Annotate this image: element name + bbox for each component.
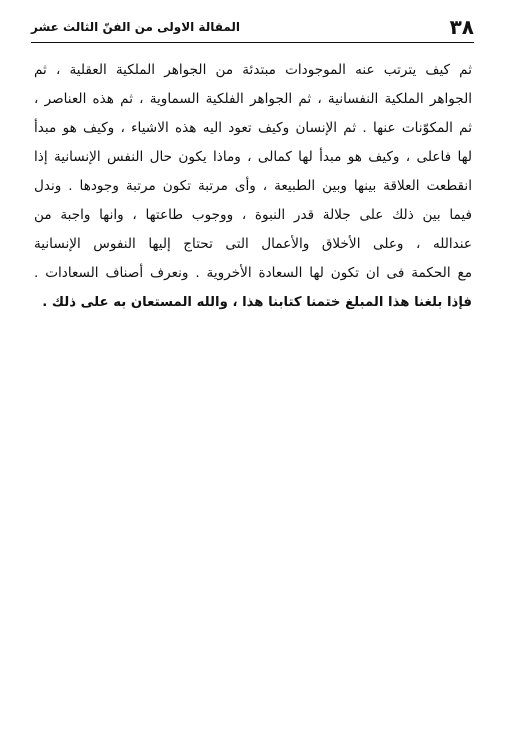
text-line: عندالله ، وعلى الأخلاق والأعمال التى تحتاج إليها النفوس الإنسانية [34, 236, 472, 252]
text-line: انقطعت العلاقة بينها وبين الطبيعة ، وأى مرتبة تكون مرتبة وجودها . وندل [34, 178, 472, 194]
text-line: ثم كيف يترتب عنه الموجودات مبتدئة من الجواهر الملكية العقلية ، ثم [34, 62, 472, 78]
text-line: ثم المكوّنات عنها . ثم الإنسان وكيف تعود اليه هذه الاشياء ، وكيف هو مبدأ [34, 120, 472, 136]
text-line: الجواهر الملكية النفسانية ، ثم الجواهر الفلكية السماوية ، ثم هذه العناصر ، [34, 91, 472, 107]
running-title: المقالة الاولى من الفنّ الثالث عشر [31, 20, 241, 34]
text-line: فيما بين ذلك على جلالة قدر النبوة ، ووجوب طاعتها ، وانها واجبة من [34, 207, 472, 223]
page-number: ٣٨ [449, 15, 474, 39]
closing-line: فإذا بلغنا هذا المبلغ ختمنا كتابنا هذا ، والله المستعان به على ذلك . [42, 295, 472, 310]
page-header [31, 14, 474, 40]
body-text [34, 56, 472, 317]
text-line: لها فاعلى ، وكيف هو مبدأ لها كمالى ، وماذا يكون حال النفس الإنسانية إذا [34, 149, 472, 165]
text-line: مع الحكمة فى ان تكون لها السعادة الأخروية . ونعرف أصناف السعادات . [34, 265, 472, 281]
header-rule [31, 42, 474, 43]
